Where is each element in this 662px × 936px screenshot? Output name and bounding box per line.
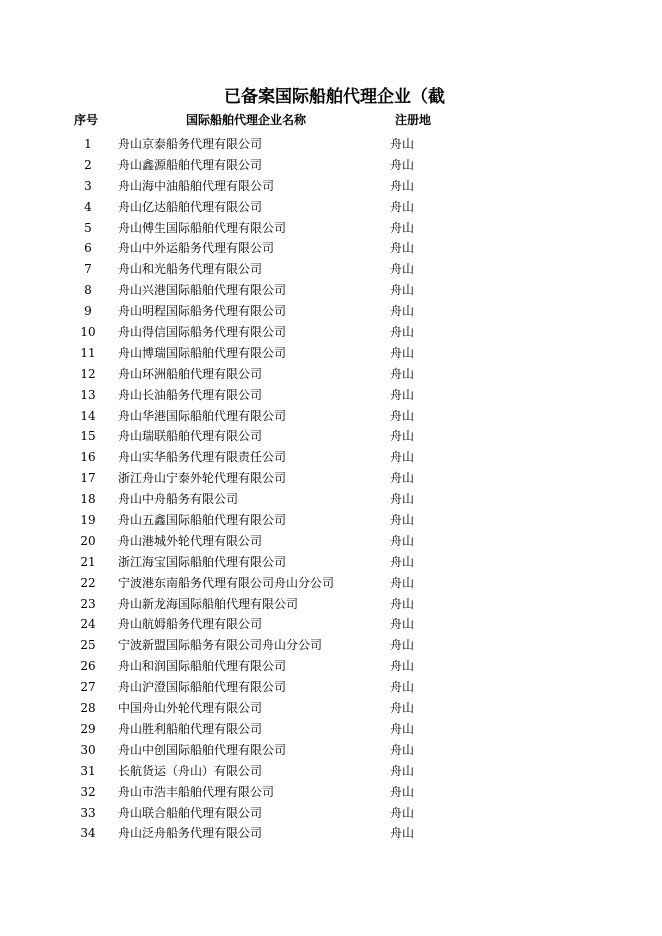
- row-number: 10: [80, 325, 96, 340]
- row-number: 20: [80, 533, 96, 548]
- row-number: 4: [84, 199, 92, 214]
- table-row: [0, 155, 662, 176]
- registration-place: 舟山: [390, 742, 415, 757]
- registration-place: 舟山: [390, 304, 415, 319]
- company-name: 舟山明程国际船务代理有限公司: [118, 304, 287, 319]
- registration-place: 舟山: [390, 492, 415, 507]
- table-row: [0, 426, 662, 447]
- company-name: 舟山中外运船务代理有限公司: [118, 241, 275, 256]
- registration-place: 舟山: [390, 784, 415, 799]
- table-row: [0, 238, 662, 259]
- company-name: 舟山博瑞国际船舶代理有限公司: [118, 345, 287, 360]
- registration-place: 舟山: [390, 262, 415, 277]
- table-row: [0, 531, 662, 552]
- table-row: [0, 803, 662, 824]
- row-number: 28: [80, 701, 96, 716]
- table-row: [0, 823, 662, 844]
- table-row: [0, 614, 662, 635]
- registration-place: 舟山: [390, 471, 415, 486]
- row-number: 31: [80, 763, 96, 778]
- row-number: 30: [80, 742, 96, 757]
- row-number: 5: [84, 220, 92, 235]
- row-number: 23: [80, 596, 96, 611]
- company-name: 舟山中创国际船舶代理有限公司: [118, 742, 287, 757]
- company-name: 舟山傅生国际船舶代理有限公司: [118, 220, 287, 235]
- registration-place: 舟山: [390, 533, 415, 548]
- row-number: 16: [80, 450, 96, 465]
- row-number: 6: [84, 241, 92, 256]
- registration-place: 舟山: [390, 680, 415, 695]
- company-name: 舟山航姆船务代理有限公司: [118, 617, 263, 632]
- row-number: 33: [80, 805, 96, 820]
- column-header-name: 国际船舶代理企业名称: [186, 113, 307, 127]
- company-name: 舟山瑞联船舶代理有限公司: [118, 429, 263, 444]
- registration-place: 舟山: [390, 721, 415, 736]
- table-row: [0, 510, 662, 531]
- table-row: [0, 385, 662, 406]
- company-name: 舟山中舟船务有限公司: [118, 492, 239, 507]
- table-row: [0, 447, 662, 468]
- company-name: 舟山和润国际船舶代理有限公司: [118, 659, 287, 674]
- table-row: [0, 761, 662, 782]
- table-row: [0, 364, 662, 385]
- row-number: 11: [80, 345, 96, 360]
- table-row: [0, 197, 662, 218]
- registration-place: 舟山: [390, 638, 415, 653]
- company-name: 舟山得信国际船务代理有限公司: [118, 325, 287, 340]
- company-name: 舟山海中油船舶代理有限公司: [118, 178, 275, 193]
- registration-place: 舟山: [390, 596, 415, 611]
- registration-place: 舟山: [390, 826, 415, 841]
- company-name: 舟山华港国际船舶代理有限公司: [118, 408, 287, 423]
- row-number: 12: [80, 366, 96, 381]
- row-number: 26: [80, 659, 96, 674]
- registration-place: 舟山: [390, 137, 415, 151]
- table-row: [0, 322, 662, 343]
- row-number: 8: [84, 283, 92, 298]
- company-name: 舟山实华船务代理有限责任公司: [118, 450, 287, 465]
- row-number: 3: [84, 178, 92, 193]
- company-name: 宁波新盟国际船务有限公司舟山分公司: [118, 638, 323, 653]
- company-name: 浙江舟山宁泰外轮代理有限公司: [118, 471, 287, 486]
- company-name: 舟山兴港国际船舶代理有限公司: [118, 283, 287, 298]
- table-row: [0, 176, 662, 197]
- table-row: [0, 468, 662, 489]
- registration-place: 舟山: [390, 763, 415, 778]
- registration-place: 舟山: [390, 241, 415, 256]
- registration-place: 舟山: [390, 283, 415, 298]
- row-number: 25: [80, 638, 96, 653]
- company-name: 舟山京泰船务代理有限公司: [118, 137, 263, 151]
- row-number: 34: [80, 826, 96, 841]
- row-number: 7: [84, 262, 92, 277]
- column-header-no: 序号: [74, 113, 99, 127]
- company-name: 舟山泛舟船务代理有限公司: [118, 826, 263, 841]
- row-number: 1: [84, 137, 92, 151]
- company-name: 舟山环洲船舶代理有限公司: [118, 366, 263, 381]
- registration-place: 舟山: [390, 554, 415, 569]
- registration-place: 舟山: [390, 178, 415, 193]
- row-number: 17: [80, 471, 96, 486]
- row-number: 9: [84, 304, 92, 319]
- registration-place: 舟山: [390, 199, 415, 214]
- registration-place: 舟山: [390, 659, 415, 674]
- row-number: 15: [80, 429, 96, 444]
- table-row: [0, 782, 662, 803]
- registration-place: 舟山: [390, 408, 415, 423]
- row-number: 14: [80, 408, 96, 423]
- registration-place: 舟山: [390, 513, 415, 528]
- company-name: 舟山沪澄国际船舶代理有限公司: [118, 680, 287, 695]
- company-name: 舟山市浩丰船舶代理有限公司: [118, 784, 275, 799]
- table-row: [0, 301, 662, 322]
- registration-place: 舟山: [390, 429, 415, 444]
- table-row: [0, 280, 662, 301]
- company-name: 舟山新龙海国际船舶代理有限公司: [118, 596, 299, 611]
- table-row: [0, 656, 662, 677]
- row-number: 2: [84, 157, 92, 172]
- table-row: [0, 343, 662, 364]
- table-row: [0, 594, 662, 615]
- registration-place: 舟山: [390, 325, 415, 340]
- company-name: 舟山亿达船舶代理有限公司: [118, 199, 263, 214]
- table-row: [0, 635, 662, 656]
- row-number: 18: [80, 492, 96, 507]
- company-name: 长航货运（舟山）有限公司: [118, 763, 263, 778]
- company-name: 舟山鑫源船舶代理有限公司: [118, 157, 263, 172]
- row-number: 24: [80, 617, 96, 632]
- company-name: 中国舟山外轮代理有限公司: [118, 701, 263, 716]
- table-row: [0, 698, 662, 719]
- company-name: 舟山港城外轮代理有限公司: [118, 533, 263, 548]
- row-number: 21: [80, 554, 96, 569]
- company-name: 舟山联合船舶代理有限公司: [118, 805, 263, 820]
- company-name: 舟山和光船务代理有限公司: [118, 262, 263, 277]
- company-name: 舟山五鑫国际船舶代理有限公司: [118, 513, 287, 528]
- company-name: 宁波港东南船务代理有限公司舟山分公司: [118, 575, 335, 590]
- row-number: 13: [80, 387, 96, 402]
- table-row: [0, 573, 662, 594]
- registration-place: 舟山: [390, 617, 415, 632]
- table-row: [0, 406, 662, 427]
- registration-place: 舟山: [390, 366, 415, 381]
- registration-place: 舟山: [390, 701, 415, 716]
- page-title: 已备案国际船舶代理企业（截: [224, 87, 445, 107]
- row-number: 27: [80, 680, 96, 695]
- row-number: 19: [80, 513, 96, 528]
- table-row: [0, 719, 662, 740]
- registration-place: 舟山: [390, 157, 415, 172]
- table-body: [0, 134, 662, 844]
- column-header-registration: 注册地: [395, 113, 432, 127]
- title-area: [0, 83, 447, 111]
- company-name: 舟山胜利船舶代理有限公司: [118, 721, 263, 736]
- registration-place: 舟山: [390, 220, 415, 235]
- row-number: 22: [80, 575, 96, 590]
- row-number: 32: [80, 784, 96, 799]
- company-name: 浙江海宝国际船舶代理有限公司: [118, 554, 287, 569]
- table-row: [0, 740, 662, 761]
- registration-place: 舟山: [390, 575, 415, 590]
- row-number: 29: [80, 721, 96, 736]
- table-row: [0, 489, 662, 510]
- company-name: 舟山长油船务代理有限公司: [118, 387, 263, 402]
- table-row: [0, 218, 662, 239]
- table-row: [0, 259, 662, 280]
- registration-place: 舟山: [390, 450, 415, 465]
- table-row: [0, 134, 662, 155]
- registration-place: 舟山: [390, 345, 415, 360]
- registration-place: 舟山: [390, 387, 415, 402]
- registration-place: 舟山: [390, 805, 415, 820]
- table-row: [0, 677, 662, 698]
- table-row: [0, 552, 662, 573]
